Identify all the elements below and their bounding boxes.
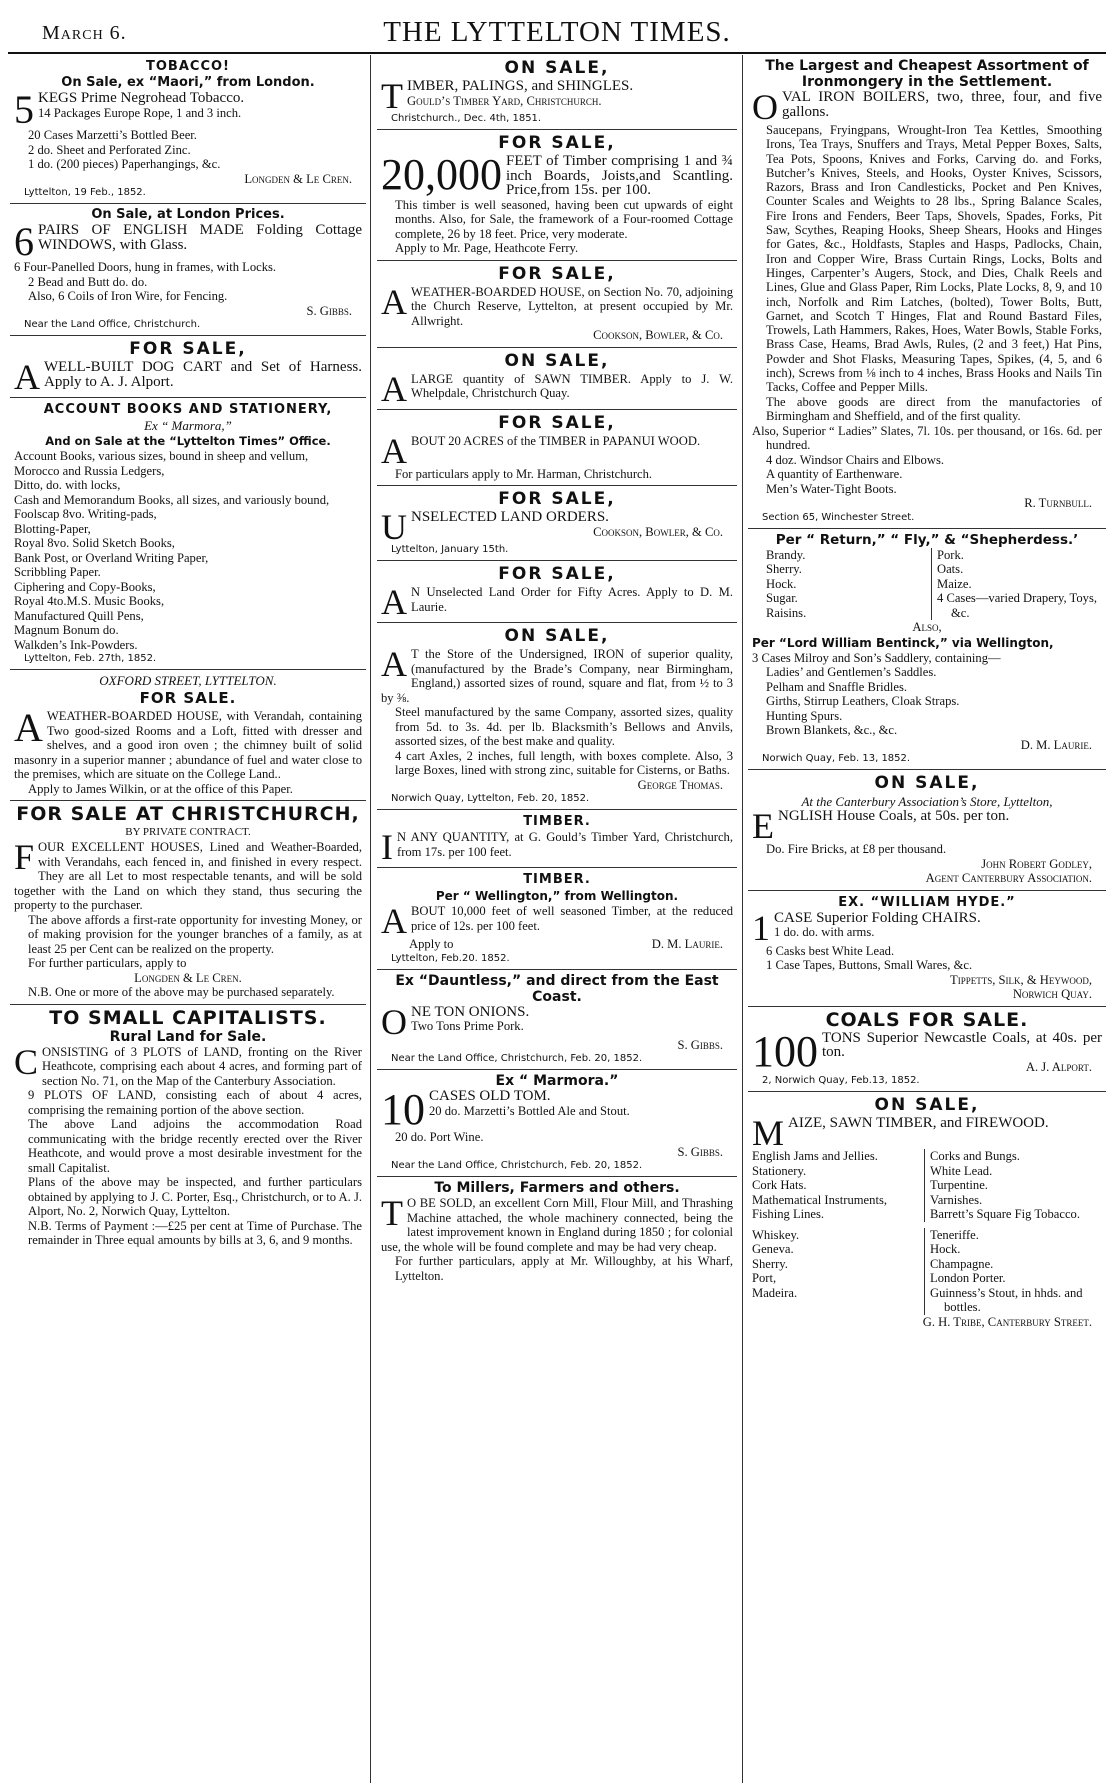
ad-signature: R. Turnbull.	[1024, 496, 1092, 511]
ad-signature: Longden & Le Cren.	[244, 171, 352, 186]
ad-also: Also,	[912, 620, 942, 635]
ad-heading: FOR SALE,	[498, 412, 616, 433]
ad-paragraph: Plans of the above may be inspected, and further particulars obtained by applying to J. C. Porter, Esq., Christchurch, or to A. J. Alport, No. 2, Norwich Quay, Lyttelton.	[28, 1175, 362, 1218]
list-item: Maize.	[937, 576, 972, 591]
ad-lead: LARGE quantity of SAWN TIMBER. Apply to J. W. Whelpdale, Christchurch Quay.	[411, 371, 733, 400]
ad-lead: OUR EXCELLENT HOUSES, Lined and Weather-Boarded, with Verandahs, each fenced in, and finished in every respect. They are all Let to most respectable tenants, and will be sold together with the Land on which they stand, thus securing the property to the purchaser.	[14, 840, 362, 912]
ad-paragraph: The above affords a first-rate opportunity for investing Money, or of making provision for the younger branches of a family, as at least 25 per Cent can be realized on the property.	[28, 912, 362, 956]
drop-cap: 5	[14, 87, 34, 132]
ad-apply: Apply to	[409, 937, 454, 951]
drop-cap: A	[14, 357, 40, 397]
ad-line: Pelham and Snaffle Bridles.	[766, 679, 908, 694]
list-item: Bank Post, or Overland Writing Paper,	[14, 550, 209, 565]
ad-signature: A. J. Alport.	[1025, 1059, 1092, 1074]
ad-signature: D. M. Laurie.	[651, 937, 723, 951]
ad-line: Hunting Spurs.	[766, 708, 843, 723]
ad-marmora	[377, 1070, 737, 1177]
ad-heading: ON SALE,	[874, 1095, 980, 1116]
ad-dog-cart	[10, 336, 366, 398]
list-item: Foolscap 8vo. Writing-pads,	[14, 507, 157, 521]
ad-line: Also, Superior “ Ladies” Slates, 7l. 10s. per thousand, or 16s. 6d. per hundred.	[752, 423, 1102, 453]
ad-line: Two Tons Prime Pork.	[411, 1019, 524, 1033]
drop-cap: A	[381, 582, 407, 622]
ad-lead: NGLISH House Coals, at 50s. per ton.	[778, 808, 1010, 825]
ad-subheading: Rural Land for Sale.	[109, 1028, 267, 1045]
list-item: London Porter.	[930, 1271, 1006, 1286]
drop-cap: M	[752, 1113, 785, 1154]
ad-heading: TIMBER.	[523, 814, 591, 829]
goods-list	[752, 548, 1102, 621]
ad-lead: AIZE, SAWN TIMBER, and FIREWOOD.	[788, 1115, 1049, 1132]
ad-location: OXFORD STREET, LYTTELTON.	[99, 673, 277, 688]
list-item: Madeira.	[752, 1285, 798, 1300]
column-1	[10, 55, 366, 1783]
ad-heading: COALS FOR SALE.	[825, 1008, 1029, 1031]
list-item: Oats.	[937, 562, 964, 577]
ad-line: 6 Four-Panelled Doors, hung in frames, with Locks.	[14, 260, 277, 274]
ad-signature: Cookson, Bowler, & Co.	[593, 524, 723, 539]
ad-lead: NE TON ONIONS.	[411, 1003, 530, 1020]
ad-paragraph: This timber is well seasoned, having been cut upwards of eight months. Also, for Sale, the framework of a Four-roomed Cottage complete, 26 by 18 feet. Price, very moderate.	[395, 197, 733, 241]
ad-heading: ACCOUNT BOOKS AND STATIONERY,	[43, 402, 333, 417]
ad-signature: S. Gibbs.	[677, 1037, 723, 1052]
goods-list-left	[752, 548, 931, 621]
ad-line: Gould’s Timber Yard, Christchurch.	[407, 93, 602, 108]
ad-newcastle-coals	[748, 1007, 1106, 1093]
ad-signature: Cookson, Bowler, & Co.	[593, 328, 723, 342]
ad-subheading: On Sale, ex “Maori,” from London.	[61, 75, 315, 90]
ad-subheading: And on Sale at the “Lyttelton Times” Office.	[45, 434, 331, 448]
ad-sawn-timber	[377, 348, 737, 410]
list-item: Ciphering and Copy-Books,	[14, 579, 156, 594]
list-item: White Lead.	[930, 1163, 993, 1178]
ad-address: Near the Land Office, Christchurch, Feb. 20, 1852.	[391, 1160, 643, 1171]
list-item: Mathematical Instruments,	[752, 1192, 887, 1207]
ad-subheading: Per “Lord William Bentinck,” via Wellington,	[752, 635, 1054, 650]
list-item: Sherry.	[752, 1256, 788, 1271]
ad-lead: IMBER, PALINGS, and SHINGLES.	[407, 78, 634, 94]
goods-list	[752, 1149, 1102, 1222]
ad-line: 20 Cases Marzetti’s Bottled Beer.	[28, 128, 197, 142]
ad-signature: D. M. Laurie.	[1020, 737, 1092, 752]
list-item: Morocco and Russia Ledgers,	[14, 463, 165, 478]
ad-lead: ONSISTING of 3 PLOTS of LAND, fronting on the River Heathcote, comprising each about 4 acres, and forming part of section No. 71, on the Map of the Canterbury Association.	[42, 1044, 362, 1088]
ad-return-fly-shepherdess	[748, 529, 1106, 771]
ad-ironmongery	[748, 55, 1106, 529]
ad-paragraph: Steel manufactured by the same Company, assorted sizes, quality from 5d. to 3s. 4d. per lb. Blacksmith’s Bellows and Anvils, assorted sizes, of the best make and quality.	[395, 705, 733, 748]
list-item: Sherry.	[766, 562, 802, 577]
ad-christchurch-houses	[10, 801, 366, 1005]
drop-cap: A	[381, 901, 407, 941]
ad-line: Ladies’ and Gentlemen’s Saddles.	[766, 665, 937, 680]
ad-address: Norwich Quay, Lyttelton, Feb. 20, 1852.	[391, 793, 590, 804]
drop-cap: 6	[14, 219, 34, 264]
list-item: Hock.	[766, 576, 797, 591]
ad-paragraph: 4 cart Axles, 2 inches, full length, with boxes complete. Also, 3 large Boxes, lined with strong zinc, suitable for Cisterns, or Baths.	[395, 748, 733, 777]
drop-cap: 20,000	[381, 150, 502, 199]
list-item: Champagne.	[930, 1256, 994, 1271]
list-item: Brandy.	[766, 547, 806, 562]
ad-heading: EX. “WILLIAM HYDE.”	[838, 894, 1016, 910]
ad-paragraph: For further particulars, apply at Mr. Willoughby, at his Wharf, Lyttelton.	[395, 1254, 733, 1283]
ad-heading: ON SALE,	[504, 626, 610, 646]
ad-heading: FOR SALE,	[498, 564, 616, 584]
list-item: Corks and Bungs.	[930, 1149, 1020, 1164]
ad-line: 4 doz. Windsor Chairs and Elbows.	[766, 452, 945, 467]
drop-cap: T	[381, 76, 403, 116]
list-item: Blotting-Paper,	[14, 521, 91, 536]
ad-line: 1 do. do. with arms.	[774, 925, 875, 940]
ad-address: Near the Land Office, Christchurch, Feb. 20, 1852.	[391, 1053, 643, 1064]
ad-address: Christchurch., Dec. 4th, 1851.	[391, 113, 542, 124]
drop-cap: C	[14, 1041, 39, 1082]
ad-heading: FOR SALE AT CHRISTCHURCH,	[16, 803, 360, 825]
ad-lead: FEET of Timber comprising 1 and ¾ inch Boards, Joists,and Scantling. Price,from 15s. per 100.	[506, 153, 733, 198]
ad-subheading: The Largest and Cheapest Assortment of Ironmongery in the Settlement.	[765, 58, 1089, 90]
drop-cap: A	[381, 368, 407, 409]
list-item: Royal 8vo. Solid Sketch Books,	[14, 536, 175, 550]
ad-paragraph: 9 PLOTS OF LAND, consisting each of about 4 acres, comprising the remaining portion of the above section.	[28, 1088, 362, 1117]
ad-william-hyde	[748, 891, 1106, 1007]
ad-small-capitalists	[10, 1005, 366, 1252]
ad-heading: TO SMALL CAPITALISTS.	[49, 1006, 327, 1029]
ad-signature: S. Gibbs.	[306, 303, 352, 318]
ad-paragraph: Saucepans, Fryingpans, Wrought-Iron Tea Kettles, Smoothing Irons, Tea Trays, Snuffers and Trays, Metal Pepper Boxes, Salts, Tea Pots, Spoons, Knives and Forks, Carving do. and Forks, Butcher’s Knives, Steels, and Hooks, Oyster Knives, Scissors, Razors, Brass and Iron Candlesticks, Pocket and Pen Knives, Counter Scales and Weights to 28 lbs., Spring Balance Scales, Fire Irons and Fenders, Beer Taps, Shovels, Spades, Forks, Pit Saw, Scythes, Reaping Hooks, Sheep Shears, Hooks and Hinges for Gates, &c., Holdfasts, Staples and Hasps, Padlocks, Chain, Iron and Copper Wire, Brass Curtain Rings, Locks, Bolts and Hinges, Carpenter’s Augers, Stock, and Dies, Chalk Reels and Lines, Glue and Glass Paper, Rim Locks, Plate Locks, 8, 9, and 10 inch, Norfolk and Rim Latches, (bolted), Tower Bolts, Butt, Garnet, and Scotch T Hinges, Flat and Round Bastard Files, Trowels, Lath Hammers, Rakes, Hoes, Water Bowls, Stable Forks, Brass Case, Heams, Brad Awls, Rules, (2 and 3 feet,) Hat Pins, Powder and Shot Flasks, Measuring Tapes, Spikes, (4, 5, and 6 inch), Screws from ⅛ inch to 4 inches, Brass Hooks and Nails Tin Tacks, Coffee and Pepper Mills.	[766, 123, 1102, 395]
issue-date: March 6.	[42, 22, 127, 44]
ad-heading: ON SALE,	[504, 350, 610, 371]
masthead	[8, 10, 1106, 54]
goods-list-right	[931, 548, 1102, 621]
ad-heading: TOBACCO!	[146, 59, 230, 74]
ad-heading: FOR SALE,	[129, 339, 247, 359]
drop-cap: F	[14, 837, 35, 877]
ad-line: 6 Casks best White Lead.	[766, 943, 895, 958]
list-item: Stationery.	[752, 1163, 807, 1178]
list-item: Turpentine.	[930, 1178, 988, 1193]
ad-land-orders	[377, 486, 737, 561]
drop-cap: A	[381, 430, 407, 471]
ad-address: Near the Land Office, Christchurch.	[24, 319, 201, 330]
ad-line: 20 do. Marzetti’s Bottled Ale and Stout.	[429, 1103, 630, 1118]
drop-cap: E	[752, 806, 774, 847]
ad-lead: T the Store of the Undersigned, IRON of superior quality, (manufactured by the Brade’s Company, near Birmingham, England,) assorted sizes of round, square and flat, from ½ to 3 by ⅜.	[381, 647, 733, 705]
ad-address: Section 65, Winchester Street.	[762, 511, 915, 523]
ad-lead: CASES OLD TOM.	[429, 1088, 551, 1104]
drop-cap: A	[381, 644, 407, 684]
ad-line: 1 Case Tapes, Buttons, Small Wares, &c.	[766, 958, 973, 973]
ad-subheading: Per “ Return,” “ Fly,” & “Shepherdess.’	[775, 531, 1079, 548]
list-item: English Jams and Jellies.	[752, 1149, 878, 1164]
newspaper-title: THE LYTTELTON TIMES.	[383, 16, 731, 48]
ad-corn-mill	[377, 1177, 737, 1287]
ad-paragraph: N.B. Terms of Payment :—£25 per cent at Time of Purchase. The remainder in Three equal amounts by bills at 3, 6, and 9 months.	[28, 1218, 362, 1247]
ad-timber-any-quantity	[377, 810, 737, 868]
ad-heading: FOR SALE,	[498, 489, 616, 509]
ad-subheading: Per “ Wellington,” from Wellington.	[435, 889, 679, 903]
goods-list	[752, 1228, 1102, 1315]
ad-windows	[10, 204, 366, 336]
list-item: Walkden’s Ink-Powders.	[14, 637, 138, 652]
drop-cap: I	[381, 827, 393, 867]
list-item: Varnishes.	[930, 1192, 983, 1207]
drop-cap: 1	[752, 907, 770, 948]
drop-cap: T	[381, 1193, 403, 1233]
ad-lead: TONS Superior Newcastle Coals, at 40s. per ton.	[822, 1029, 1102, 1061]
list-item: Raisins.	[766, 605, 807, 620]
list-item: Fishing Lines.	[752, 1207, 825, 1222]
list-item: Barrett’s Square Fig Tobacco.	[930, 1207, 1080, 1222]
ad-lead: NSELECTED LAND ORDERS.	[411, 509, 609, 525]
column-3	[748, 55, 1106, 1783]
ad-heading: FOR SALE,	[498, 133, 616, 153]
ad-iron	[377, 623, 737, 810]
ad-heading: FOR SALE,	[498, 263, 616, 284]
ad-heading: ON SALE,	[874, 773, 980, 794]
ad-line: Also, 6 Coils of Iron Wire, for Fencing.	[28, 289, 228, 303]
ad-paragraph: The above goods are direct from the manufactories of Birmingham and Sheffield, and of the first quality.	[766, 394, 1102, 424]
ad-address: 2, Norwich Quay, Feb.13, 1852.	[762, 1075, 920, 1087]
ad-lead: WEATHER-BOARDED HOUSE, with Verandah, containing Two good-sized Rooms and a Loft, fitted with dresser and shelves, and a good iron oven ; the chimney built of solid masonry in a superior manner ; abundance of fuel and water close to the premises, which are situate on the College Land..	[14, 709, 362, 781]
column-rule	[370, 55, 371, 1783]
goods-list-right	[924, 1149, 1102, 1222]
list-item: Manufactured Quill Pens,	[14, 608, 144, 623]
ad-oxford-street-house	[10, 670, 366, 801]
ad-line: 20 do. Port Wine.	[395, 1130, 484, 1144]
ad-line: Girths, Stirrup Leathers, Cloak Straps.	[766, 694, 960, 709]
ad-subheading: Ex “ Marmora,”	[144, 418, 232, 433]
ad-subheading: To Millers, Farmers and others.	[434, 1180, 680, 1196]
ad-signature: John Robert Godley,	[981, 856, 1092, 871]
ad-line: A quantity of Earthenware.	[766, 467, 903, 482]
columns	[8, 55, 1106, 1783]
list-item: Port,	[752, 1271, 777, 1286]
list-item: Royal 4to.M.S. Music Books,	[14, 594, 165, 608]
ad-weather-boarded-house	[377, 261, 737, 348]
list-item: Scribbling Paper.	[14, 565, 101, 579]
ad-lead: VAL IRON BOILERS, two, three, four, and five gallons.	[782, 89, 1102, 120]
ad-heading: TIMBER.	[523, 872, 591, 887]
ad-address: Lyttelton, Feb.20. 1852.	[391, 952, 510, 964]
ad-line: 2 Bead and Butt do. do.	[28, 274, 148, 289]
list-item: Geneva.	[752, 1242, 794, 1257]
ad-subheading: On Sale, at London Prices.	[91, 207, 285, 222]
ad-20000-feet-timber	[377, 130, 737, 261]
goods-list-left	[752, 1228, 924, 1315]
list-item: Account Books, various sizes, bound in sheep and vellum,	[14, 449, 309, 463]
ad-line: 3 Cases Milroy and Son’s Saddlery, containing—	[752, 650, 1001, 665]
ad-line: Men’s Water-Tight Boots.	[766, 481, 897, 496]
list-item: Teneriffe.	[930, 1227, 979, 1242]
drop-cap: A	[381, 281, 407, 322]
drop-cap: O	[381, 1001, 407, 1042]
ad-account-books	[10, 398, 366, 670]
ad-address: Lyttelton, 19 Feb., 1852.	[24, 187, 146, 198]
ad-apply: Apply to James Wilkin, or at the office of this Paper.	[28, 781, 293, 796]
list-item: Cash and Memorandum Books, all sizes, and variously bound,	[14, 492, 330, 507]
ad-paragraph: The above Land adjoins the accommodation Road communicating with the bridge recently erected over the River Heathcote, and would prove a most desirable investment for the small Capitalist.	[28, 1117, 362, 1175]
drop-cap: 10	[381, 1085, 425, 1134]
ad-signature: George Thomas.	[637, 777, 723, 792]
ad-paragraph: For further particulars, apply to	[28, 956, 187, 970]
ad-subheading: At the Canterbury Association’s Store, Lyttelton,	[801, 794, 1053, 810]
list-item: Magnum Bonum do.	[14, 623, 119, 637]
list-item: Guinness’s Stout, in hhds. and bottles.	[930, 1285, 1083, 1315]
ad-signature: Longden & Le Cren.	[134, 970, 242, 985]
ad-lead: BOUT 10,000 feet of well seasoned Timber, at the reduced price of 12s. per 100 feet.	[411, 904, 733, 933]
ad-heading: FOR SALE.	[139, 689, 237, 707]
list-item: Sugar.	[766, 591, 798, 606]
ad-lead: CASE Superior Folding CHAIRS.	[774, 909, 981, 926]
ad-timber-palings	[377, 55, 737, 130]
ad-english-coals	[748, 770, 1106, 891]
goods-list-left	[752, 1149, 924, 1222]
list-item: 4 Cases—varied Drapery, Toys, &c.	[937, 591, 1097, 620]
ad-address: Norwich Quay, Feb. 13, 1852.	[762, 753, 911, 765]
ad-line: 14 Packages Europe Rope, 1 and 3 inch.	[38, 105, 242, 120]
drop-cap: A	[14, 705, 43, 750]
goods-list-right	[924, 1228, 1102, 1315]
ad-paragraph: For particulars apply to Mr. Harman, Christchurch.	[395, 466, 653, 481]
list-item: Whiskey.	[752, 1227, 800, 1242]
ad-maize-sawn-timber	[748, 1092, 1106, 1333]
ad-signature: Tippetts, Silk, & Heywood,	[950, 972, 1092, 987]
ad-apply-row	[381, 937, 733, 952]
ad-lead: O BE SOLD, an excellent Corn Mill, Flour Mill, and Thrashing Machine attached, the whole machinery connected, being the latest improvement known in England during 1850 ; for colonial use, the whole will be found complete and may be had very cheap.	[381, 1196, 733, 1254]
list-item: Pork.	[937, 547, 964, 562]
ad-tobacco	[10, 55, 366, 204]
ad-lead: WELL-BUILT DOG CART and Set of Harness. Apply to A. J. Alport.	[44, 359, 362, 390]
ad-address: Lyttelton, January 15th.	[391, 544, 509, 555]
ad-line: 2 do. Sheet and Perforated Zinc.	[28, 142, 191, 157]
list-item: Cork Hats.	[752, 1178, 807, 1193]
ad-subheading: BY PRIVATE CONTRACT.	[125, 826, 251, 838]
list-item: Ditto, do. with locks,	[14, 478, 121, 492]
ad-heading: ON SALE,	[504, 58, 610, 78]
drop-cap: O	[752, 87, 778, 127]
ad-signature: Norwich Quay.	[1012, 987, 1092, 1002]
ad-line: Do. Fire Bricks, at £8 per thousand.	[766, 842, 947, 857]
ad-lead: WEATHER-BOARDED HOUSE, on Section No. 70, adjoining the Church Reserve, Lyttelton, at present occupied by Mr. Allwright.	[411, 284, 733, 328]
column-rule	[742, 55, 743, 1783]
ad-lead: N Unselected Land Order for Fifty Acres. Apply to D. M. Laurie.	[411, 585, 733, 614]
drop-cap: U	[381, 507, 407, 547]
ad-papanui-wood	[377, 410, 737, 487]
ad-signature: G. H. Tribe, Canterbury Street.	[922, 1314, 1092, 1329]
drop-cap: 100	[752, 1026, 818, 1076]
ad-lead: BOUT 20 ACRES of the TIMBER in PAPANUI WOOD.	[411, 433, 701, 448]
ad-paragraph: Apply to Mr. Page, Heathcote Ferry.	[395, 241, 579, 255]
ad-fifty-acres	[377, 561, 737, 623]
column-2	[377, 55, 737, 1783]
ad-timber-wellington	[377, 868, 737, 970]
ad-subheading: Ex “Dauntless,” and direct from the East Coast.	[395, 972, 719, 1005]
ad-line: Brown Blankets, &c., &c.	[766, 723, 898, 738]
ad-lead: PAIRS OF ENGLISH MADE Folding Cottage WINDOWS, with Glass.	[38, 222, 362, 253]
ad-address: Lyttelton, Feb. 27th, 1852.	[24, 653, 157, 664]
list-item: Hock.	[930, 1242, 961, 1257]
ad-paragraph: N.B. One or more of the above may be purchased separately.	[28, 985, 335, 999]
ad-signature: S. Gibbs.	[677, 1144, 723, 1159]
ad-lead: KEGS Prime Negrohead Tobacco.	[38, 90, 245, 106]
ad-subheading: Ex “ Marmora.”	[495, 1073, 619, 1089]
ad-signature: Agent Canterbury Association.	[925, 871, 1092, 886]
ad-dauntless	[377, 970, 737, 1071]
ad-lead: N ANY QUANTITY, at G. Gould’s Timber Yard, Christchurch, from 17s. per 100 feet.	[397, 830, 733, 859]
ad-line: 1 do. (200 pieces) Paperhangings, &c.	[28, 157, 221, 171]
